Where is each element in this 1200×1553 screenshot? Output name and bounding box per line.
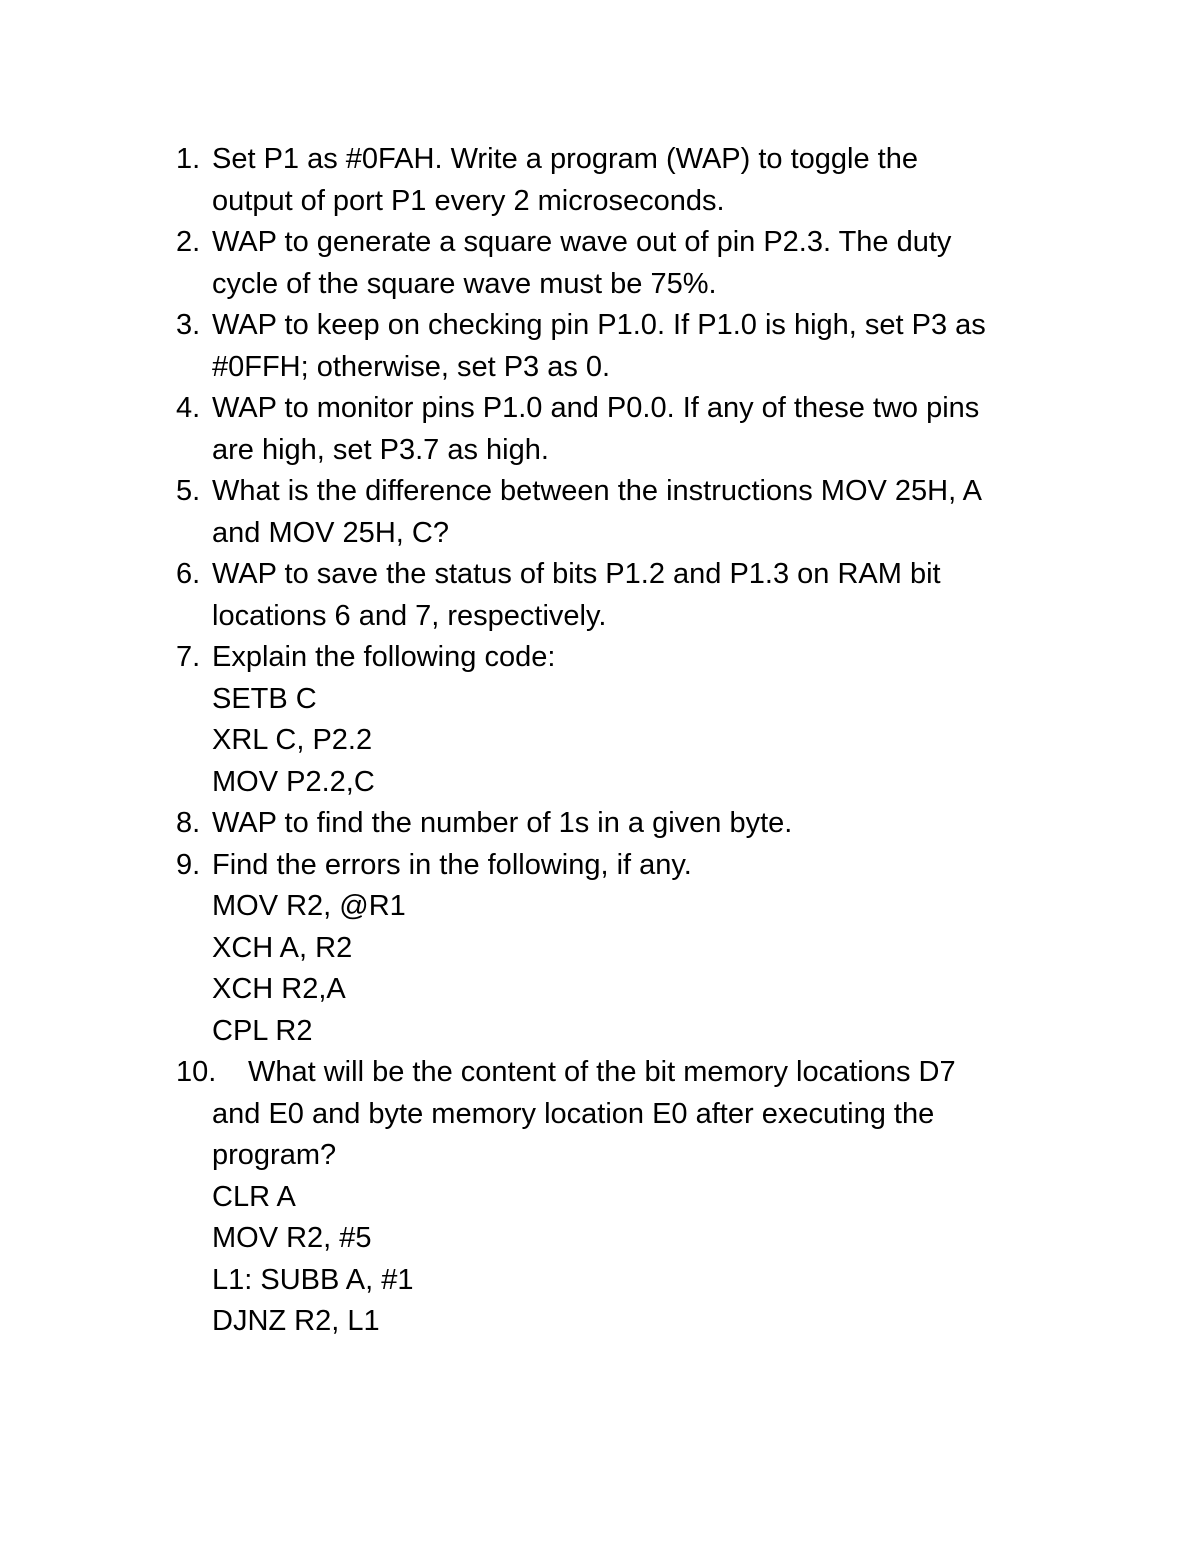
question-text-line: What will be the content of the bit memory locations D7 (248, 1056, 956, 1088)
question-2 (176, 222, 1076, 305)
question-text-line: and MOV 25H, C? (212, 516, 449, 549)
question-number: 3. (176, 309, 201, 341)
question-text-line: locations 6 and 7, respectively. (212, 599, 607, 632)
question-text-line: Set P1 as #0FAH. Write a program (WAP) to toggle the (212, 143, 918, 175)
question-number: 6. (176, 558, 201, 590)
code-line: MOV P2.2,C (212, 765, 375, 798)
question-10 (176, 1052, 1076, 1343)
question-text-line: cycle of the square wave must be 75%. (212, 267, 717, 300)
code-line: SETB C (212, 682, 317, 715)
question-number: 7. (176, 641, 201, 673)
question-list (176, 139, 1076, 1343)
question-number: 5. (176, 475, 201, 507)
question-text-line: WAP to find the number of 1s in a given byte. (212, 807, 793, 839)
question-text-line: program? (212, 1139, 337, 1171)
question-3 (176, 305, 1076, 388)
question-number: 10. (176, 1056, 217, 1088)
code-line: CPL R2 (212, 1014, 313, 1047)
question-number: 4. (176, 392, 201, 424)
question-7 (176, 637, 1076, 803)
question-text-line: Explain the following code: (212, 641, 556, 673)
code-line: XRL C, P2.2 (212, 724, 373, 756)
question-number: 1. (176, 143, 201, 175)
code-line: MOV R2, #5 (212, 1222, 372, 1254)
question-1 (176, 139, 1076, 222)
question-text-line: WAP to monitor pins P1.0 and P0.0. If any of these two pins (212, 392, 980, 424)
question-number: 2. (176, 226, 201, 258)
code-line: L1: SUBB A, #1 (212, 1263, 414, 1296)
question-5 (176, 471, 1076, 554)
question-text-line: WAP to keep on checking pin P1.0. If P1.0 is high, set P3 as (212, 309, 986, 341)
question-6 (176, 554, 1076, 637)
question-text-line: WAP to save the status of bits P1.2 and P1.3 on RAM bit (212, 558, 941, 590)
question-text-line: WAP to generate a square wave out of pin P2.3. The duty (212, 226, 952, 258)
question-text-line: #0FFH; otherwise, set P3 as 0. (212, 350, 611, 383)
code-line: XCH R2,A (212, 973, 346, 1005)
question-9 (176, 845, 1076, 1053)
question-text-line: What is the difference between the instructions MOV 25H, A (212, 475, 982, 507)
question-8 (176, 803, 1076, 845)
question-text-line: are high, set P3.7 as high. (212, 433, 549, 466)
question-text-line: output of port P1 every 2 microseconds. (212, 184, 725, 217)
question-text-line: Find the errors in the following, if any. (212, 848, 692, 881)
question-number: 9. (176, 848, 201, 881)
code-line: MOV R2, @R1 (212, 890, 406, 922)
code-line: DJNZ R2, L1 (212, 1305, 380, 1337)
question-text-line: and E0 and byte memory location E0 after executing the (212, 1097, 935, 1130)
question-number: 8. (176, 807, 201, 839)
code-line: CLR A (212, 1180, 296, 1213)
question-4 (176, 388, 1076, 471)
code-line: XCH A, R2 (212, 931, 353, 964)
